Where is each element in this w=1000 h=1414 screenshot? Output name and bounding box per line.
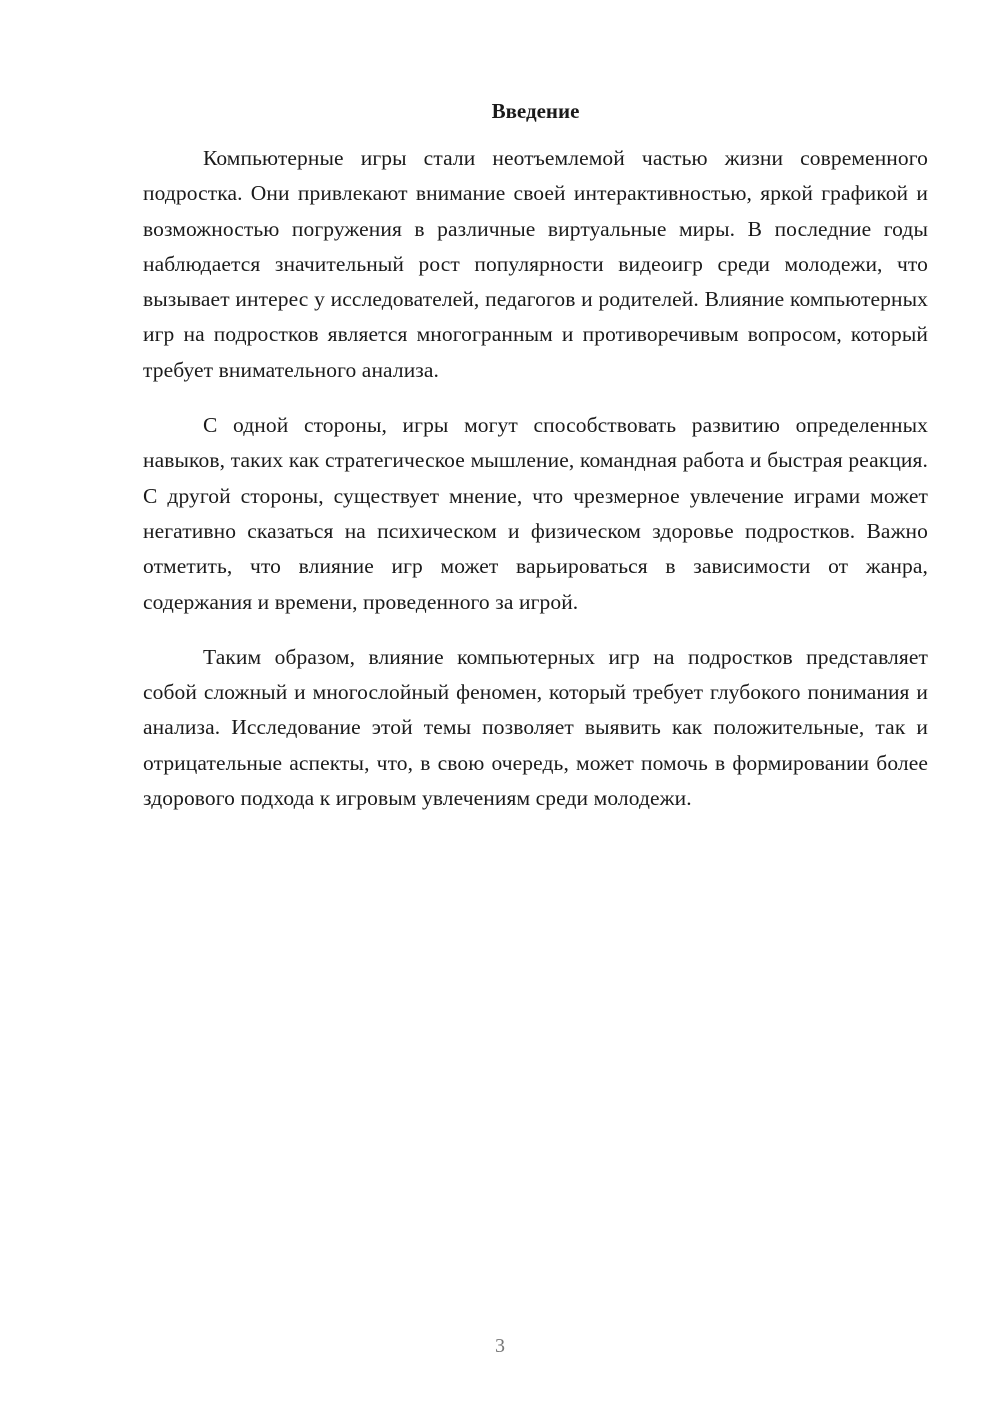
paragraph-conclusion: Таким образом, влияние компьютерных игр на подростков представляет собой сложный и многослойный феномен, который требует глубокого понимания и анализа. Исследование этой темы позволяет выявить как положительные, так и отрицательные аспекты, что, в свою очередь, может помочь в формировании более здорового подхода к игровым увлечениям среди молодежи. (143, 644, 928, 811)
page-content (143, 94, 928, 836)
section-heading: Введение (491, 99, 580, 123)
paragraph-intro: Компьютерные игры стали неотъемлемой частью жизни современного подростка. Они привлекают внимание своей интерактивностью, яркой графикой и возможностью погружения в различные виртуальные миры. В последние годы наблюдается значительный рост популярности видеоигр среди молодежи, что вызывает интерес у исследователей, педагогов и родителей. Влияние компьютерных игр на подростков является многогранным и противоречивым вопросом, который требует внимательного анализа. (143, 146, 928, 382)
page-number: 3 (495, 1335, 505, 1357)
paragraph-pros-cons: С одной стороны, игры могут способствовать развитию определенных навыков, таких как стратегическое мышление, командная работа и быстрая реакция. С другой стороны, существует мнение, что чрезмерное увлечение играми может негативно сказаться на психическом и физическом здоровье подростков. Важно отметить, что влияние игр может варьироваться в зависимости от жанра, содержания и времени, проведенного за игрой. (143, 413, 928, 614)
